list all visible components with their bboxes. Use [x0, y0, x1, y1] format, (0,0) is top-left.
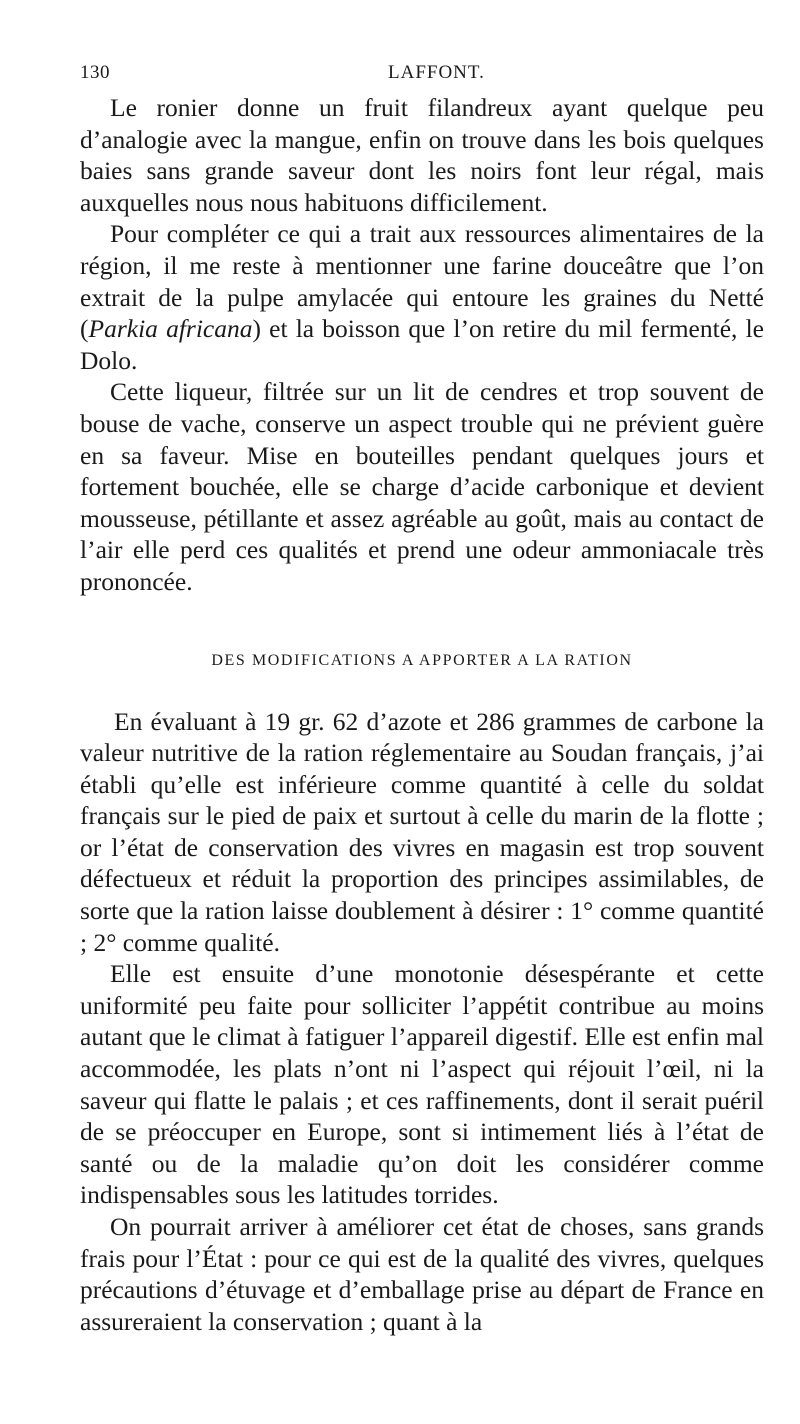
running-head — [80, 58, 764, 92]
paragraph: On pourrait arriver à améliorer cet état de choses, sans grands frais pour l’État : pour ce qui est de la qualité des vivres, quelques précautions d’étuvage et d’emballage prise au départ de France en assureraient la conservation ; quant à la — [80, 1212, 764, 1336]
species-name: Parkia africana — [88, 314, 253, 344]
running-title: LAFFONT. — [388, 62, 485, 83]
paragraph: Cette liqueur, filtrée sur un lit de cendres et trop souvent de bouse de vache, conserve un aspect trouble qui ne prévient guère en sa faveur. Mise en bouteilles pendant quelques jours et fortement bouchée, elle se charge d’acide carbonique et devient mousseuse, pétillante et assez agréable au goût, mais au contact de l’air elle perd ces qualités et prend une odeur ammoniacale très prononcée. — [80, 377, 764, 596]
body-text — [80, 92, 764, 1337]
paragraph — [80, 218, 764, 376]
paragraph: Elle est ensuite d’une monotonie désespérante et cette uniformité peu faite pour solliciter l’appétit contribue au moins autant que le climat à fatiguer l’appareil digestif. Elle est enfin mal accommodée, les plats n’ont ni l’aspect qui réjouit l’œil, ni la saveur qui flatte le palais ; et ces raffinements, dont il serait puéril de se préoccuper en Europe, sont si intimement liés à l’état de santé ou de la maladie qu’on doit les considérer comme indispensables sous les latitudes torrides. — [80, 959, 764, 1210]
paragraph: Le ronier donne un fruit filandreux ayant quelque peu d’analogie avec la mangue, enfin on trouve dans les bois quelques baies sans grande saveur dont les noirs font leur régal, mais auxquelles nous nous habituons difficilement. — [80, 93, 764, 217]
section-heading: DES MODIFICATIONS A APPORTER A LA RATION — [211, 651, 633, 669]
paragraph-text: Pour compléter ce qui a trait aux ressources alimentaires de la région, il me reste à mentionner une farine douceâtre que l’on extrait de la pulpe amylacée qui entoure les graines du Netté ( — [80, 219, 764, 344]
page-number: 130 — [80, 62, 110, 83]
paragraph-text: ) et la boisson que l’on retire du mil fermenté, le Dolo. — [80, 314, 764, 375]
paragraph: En évaluant à 19 gr. 62 d’azote et 286 grammes de carbone la valeur nutritive de la ration réglementaire au Soudan français, j’ai établi qu’elle est inférieure comme quantité à celle du soldat français sur le pied de paix et surtout à celle du marin de la flotte ; or l’état de conservation des vivres en magasin est trop souvent défectueux et réduit la proportion des principes assimilables, de sorte que la ration laisse doublement à désirer : 1° comme quantité ; 2° comme qualité. — [80, 706, 764, 957]
